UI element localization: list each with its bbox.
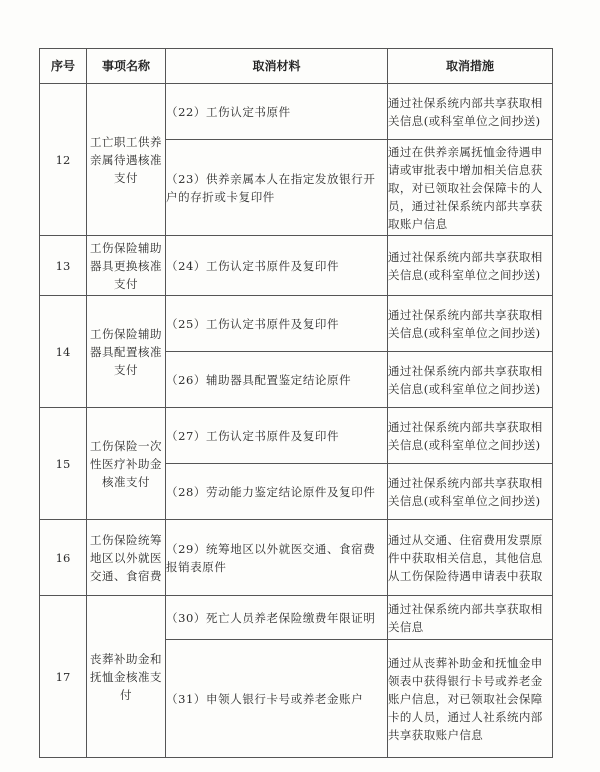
- cancellation-measure: 通过从交通、住宿费用发票原件中获取相关信息，其他信息从工伤保险待遇申请表中获取: [388, 520, 553, 596]
- cancellation-measure: 通过社保系统内部共享获取相关信息(或科室单位之间抄送): [388, 84, 553, 140]
- cancelled-material: （23）供养亲属本人在指定发放银行开户的存折或卡复印件: [166, 140, 388, 236]
- header-material: 取消材料: [166, 49, 388, 84]
- cancelled-material: （28）劳动能力鉴定结论原件及复印件: [166, 464, 388, 520]
- item-name: 工伤保险统筹地区以外就医交通、食宿费: [87, 520, 166, 596]
- cancellation-measure: 通过社保系统内部共享获取相关信息(或科室单位之间抄送): [388, 408, 553, 464]
- table-row: [40, 596, 553, 640]
- item-name: 工伤保险辅助器具更换核准支付: [87, 236, 166, 296]
- table-header-row: [40, 49, 553, 84]
- table-row: [40, 296, 553, 352]
- item-name: 工伤保险辅助器具配置核准支付: [87, 296, 166, 408]
- table-row: [40, 236, 553, 296]
- cancelled-material: （30）死亡人员养老保险缴费年限证明: [166, 596, 388, 640]
- cancelled-material: （31）申领人银行卡号或养老金账户: [166, 640, 388, 758]
- cancellation-measure: 通过社保系统内部共享获取相关信息(或科室单位之间抄送): [388, 296, 553, 352]
- header-measure: 取消措施: [388, 49, 553, 84]
- item-name: 丧葬补助金和抚恤金核准支付: [87, 596, 166, 758]
- cancellation-measure: 通过社保系统内部共享获取相关信息(或科室单位之间抄送): [388, 464, 553, 520]
- item-number: 13: [40, 236, 87, 296]
- table-row: [40, 520, 553, 596]
- item-number: 14: [40, 296, 87, 408]
- item-number: 17: [40, 596, 87, 758]
- cancelled-material: （27）工伤认定书原件及复印件: [166, 408, 388, 464]
- cancelled-material: （29）统筹地区以外就医交通、食宿费报销表原件: [166, 520, 388, 596]
- cancellation-measure: 通过社保系统内部共享获取相关信息(或科室单位之间抄送): [388, 236, 553, 296]
- item-name: 工伤保险一次性医疗补助金核准支付: [87, 408, 166, 520]
- item-number: 15: [40, 408, 87, 520]
- header-name: 事项名称: [87, 49, 166, 84]
- cancelled-material: （25）工伤认定书原件及复印件: [166, 296, 388, 352]
- cancelled-material: （24）工伤认定书原件及复印件: [166, 236, 388, 296]
- cancellation-measure: 通过社保系统内部共享获取相关信息(或科室单位之间抄送): [388, 352, 553, 408]
- cancellation-measure: 通过社保系统内部共享获取相关信息: [388, 596, 553, 640]
- cancelled-material: （26）辅助器具配置鉴定结论原件: [166, 352, 388, 408]
- item-name: 工亡职工供养亲属待遇核准支付: [87, 84, 166, 236]
- table-row: [40, 408, 553, 464]
- cancellation-measure: 通过从丧葬补助金和抚恤金申领表中获得银行卡号或养老金账户信息，对已领取社会保障卡的人员，通过人社系统内部共享获取账户信息: [388, 640, 553, 758]
- table-row: [40, 84, 553, 140]
- cancellation-table: [39, 48, 553, 758]
- header-no: 序号: [40, 49, 87, 84]
- item-number: 12: [40, 84, 87, 236]
- item-number: 16: [40, 520, 87, 596]
- cancelled-material: （22）工伤认定书原件: [166, 84, 388, 140]
- cancellation-measure: 通过在供养亲属抚恤金待遇申请或审批表中增加相关信息获取，对已领取社会保障卡的人员，通过社保系统内部共享获取账户信息: [388, 140, 553, 236]
